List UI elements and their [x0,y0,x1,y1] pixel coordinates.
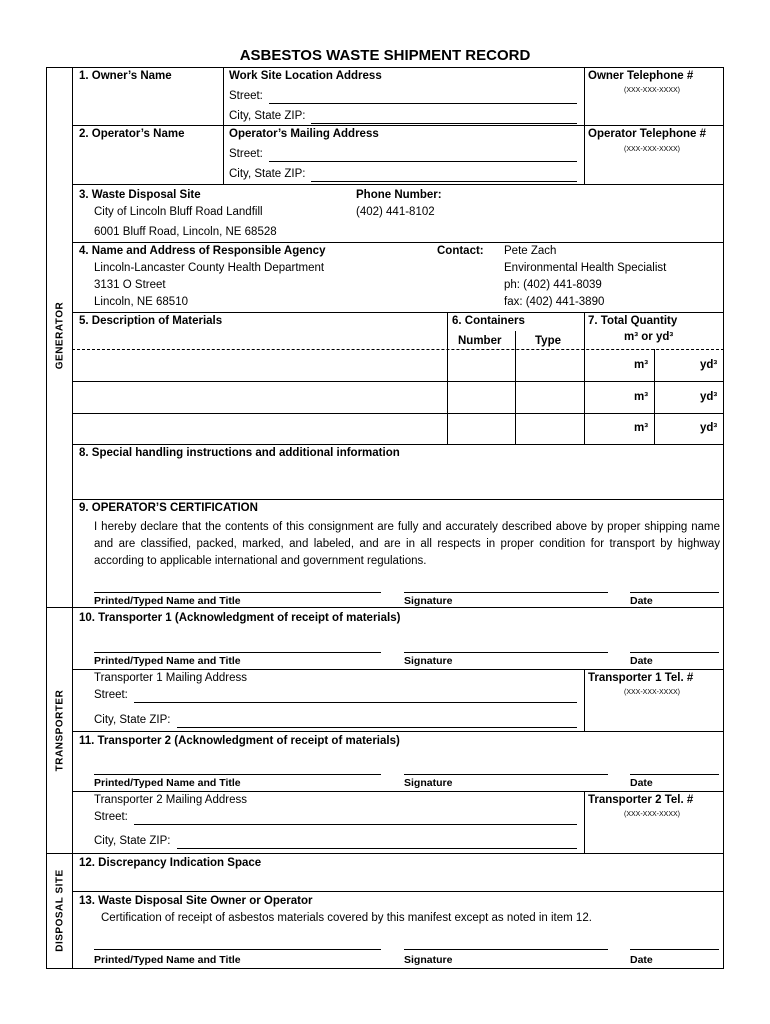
final-date-line[interactable] [630,949,719,950]
t2-date-line[interactable] [630,774,719,775]
final-name-line[interactable] [94,949,381,950]
worksite-address-label: Work Site Location Address [229,70,382,82]
row-1-m3: m³ [634,359,649,371]
divider [584,669,585,731]
contact-name: Pete Zach [504,245,557,257]
t2-street-line[interactable] [134,824,577,825]
t2-city-label: City, State ZIP: [94,835,171,847]
owner-telephone-label: Owner Telephone # [588,70,694,82]
operator-city-line[interactable] [311,181,577,182]
transporter2-label: 11. Transporter 2 (Acknowledgment of receipt of materials) [79,735,400,747]
disposal-phone-label: Phone Number: [356,189,442,201]
certification-text: I hereby declare that the contents of this consignment are fully and accurately described above by proper shipping name and are classified, packed, marked, and labeled, and are in all respects in proper condition for transport by highway according to applicable international and government regulations. [94,521,720,567]
final-name-caption: Printed/Typed Name and Title [94,954,241,966]
cert-signature-caption: Signature [404,595,453,607]
worksite-street-line[interactable] [269,103,577,104]
final-certification-text: Certification of receipt of asbestos materials covered by this manifest except as noted in item 12. [101,912,592,924]
t2-name-line[interactable] [94,774,381,775]
worksite-city-label: City, State ZIP: [229,110,306,122]
t1-street-line[interactable] [134,702,577,703]
row-divider [72,499,724,500]
final-signature-caption: Signature [404,954,453,966]
worksite-city-line[interactable] [311,123,577,124]
divider [584,312,585,444]
row-divider [72,731,724,732]
t1-city-line[interactable] [177,727,577,728]
final-signature-line[interactable] [404,949,608,950]
t1-street-label: Street: [94,689,128,701]
divider [515,331,516,444]
row-divider [72,791,724,792]
section-divider-generator [46,607,724,608]
row-divider [72,891,724,892]
final-operator-label: 13. Waste Disposal Site Owner or Operator [79,895,313,907]
side-label-disposal: DISPOSAL SITE [54,869,66,952]
operator-street-line[interactable] [269,161,577,162]
agency-label: 4. Name and Address of Responsible Agency [79,245,326,257]
materials-label: 5. Description of Materials [79,315,223,327]
disposal-site-address: 6001 Bluff Road, Lincoln, NE 68528 [94,226,277,238]
row-divider [72,444,724,445]
total-quantity-label: 7. Total Quantity [588,315,678,327]
contact-title: Environmental Health Specialist [504,262,667,274]
section-divider-transporter [46,853,724,854]
t2-telephone-label: Transporter 2 Tel. # [588,794,694,806]
divider [447,312,448,444]
row-divider [72,125,724,126]
agency-city: Lincoln, NE 68510 [94,296,188,308]
special-handling-label: 8. Special handling instructions and additional information [79,447,400,459]
operator-city-label: City, State ZIP: [229,168,306,180]
t2-signature-line[interactable] [404,774,608,775]
side-column-divider [72,67,73,969]
final-date-caption: Date [630,954,653,966]
row-divider [72,184,724,185]
row-3-m3: m³ [634,422,649,434]
agency-street: 3131 O Street [94,279,166,291]
owner-telephone-format: (XXX-XXX-XXXX) [624,87,681,94]
units-label: m³ or yd³ [624,331,674,343]
contact-label: Contact: [437,245,484,257]
t1-signature-line[interactable] [404,652,608,653]
disposal-site-name: City of Lincoln Bluff Road Landfill [94,206,263,218]
t1-telephone-format: (XXX-XXX-XXXX) [624,689,681,696]
t2-mailing-label: Transporter 2 Mailing Address [94,794,247,806]
page-title: ASBESTOS WASTE SHIPMENT RECORD [239,47,531,64]
t1-name-line[interactable] [94,652,381,653]
row-divider [72,413,724,414]
t2-signature-caption: Signature [404,777,453,789]
t1-city-label: City, State ZIP: [94,714,171,726]
row-divider [72,381,724,382]
t2-name-caption: Printed/Typed Name and Title [94,777,241,789]
side-label-transporter: TRANSPORTER [54,689,66,772]
form-frame [46,67,724,969]
contact-phone: ph: (402) 441-8039 [504,279,602,291]
operator-name-label: 2. Operator’s Name [79,128,185,140]
row-divider [72,669,724,670]
row-divider [72,312,724,313]
disposal-phone: (402) 441-8102 [356,206,435,218]
t2-date-caption: Date [630,777,653,789]
cert-name-caption: Printed/Typed Name and Title [94,595,241,607]
t1-date-line[interactable] [630,652,719,653]
containers-label: 6. Containers [452,315,525,327]
cert-date-line[interactable] [630,592,719,593]
t2-street-label: Street: [94,811,128,823]
discrepancy-label: 12. Discrepancy Indication Space [79,857,262,869]
operator-telephone-label: Operator Telephone # [588,128,707,140]
agency-name: Lincoln-Lancaster County Health Department [94,262,325,274]
cert-date-caption: Date [630,595,653,607]
cert-signature-line[interactable] [404,592,608,593]
row-1-yd3: yd³ [700,359,718,371]
certification-label: 9. OPERATOR’S CERTIFICATION [79,502,258,514]
t1-signature-caption: Signature [404,655,453,667]
row-2-m3: m³ [634,391,649,403]
row-2-yd3: yd³ [700,391,718,403]
owner-name-label: 1. Owner’s Name [79,70,172,82]
container-type-label: Type [535,335,561,347]
t1-name-caption: Printed/Typed Name and Title [94,655,241,667]
operator-telephone-format: (XXX-XXX-XXXX) [624,146,681,153]
contact-fax: fax: (402) 441-3890 [504,296,605,308]
t2-telephone-format: (XXX-XXX-XXXX) [624,811,681,818]
row-divider [72,242,724,243]
t1-mailing-label: Transporter 1 Mailing Address [94,672,247,684]
divider [584,791,585,853]
t1-date-caption: Date [630,655,653,667]
cert-name-line[interactable] [94,592,381,593]
container-number-label: Number [458,335,502,347]
divider [654,349,655,444]
row-3-yd3: yd³ [700,422,718,434]
side-label-generator: GENERATOR [54,301,66,370]
operator-street-label: Street: [229,148,263,160]
header-dashed-line [72,349,724,350]
transporter1-label: 10. Transporter 1 (Acknowledgment of receipt of materials) [79,612,401,624]
worksite-street-label: Street: [229,90,263,102]
t1-telephone-label: Transporter 1 Tel. # [588,672,694,684]
operator-mailing-label: Operator’s Mailing Address [229,128,379,140]
t2-city-line[interactable] [177,848,577,849]
disposal-site-label: 3. Waste Disposal Site [79,189,201,201]
